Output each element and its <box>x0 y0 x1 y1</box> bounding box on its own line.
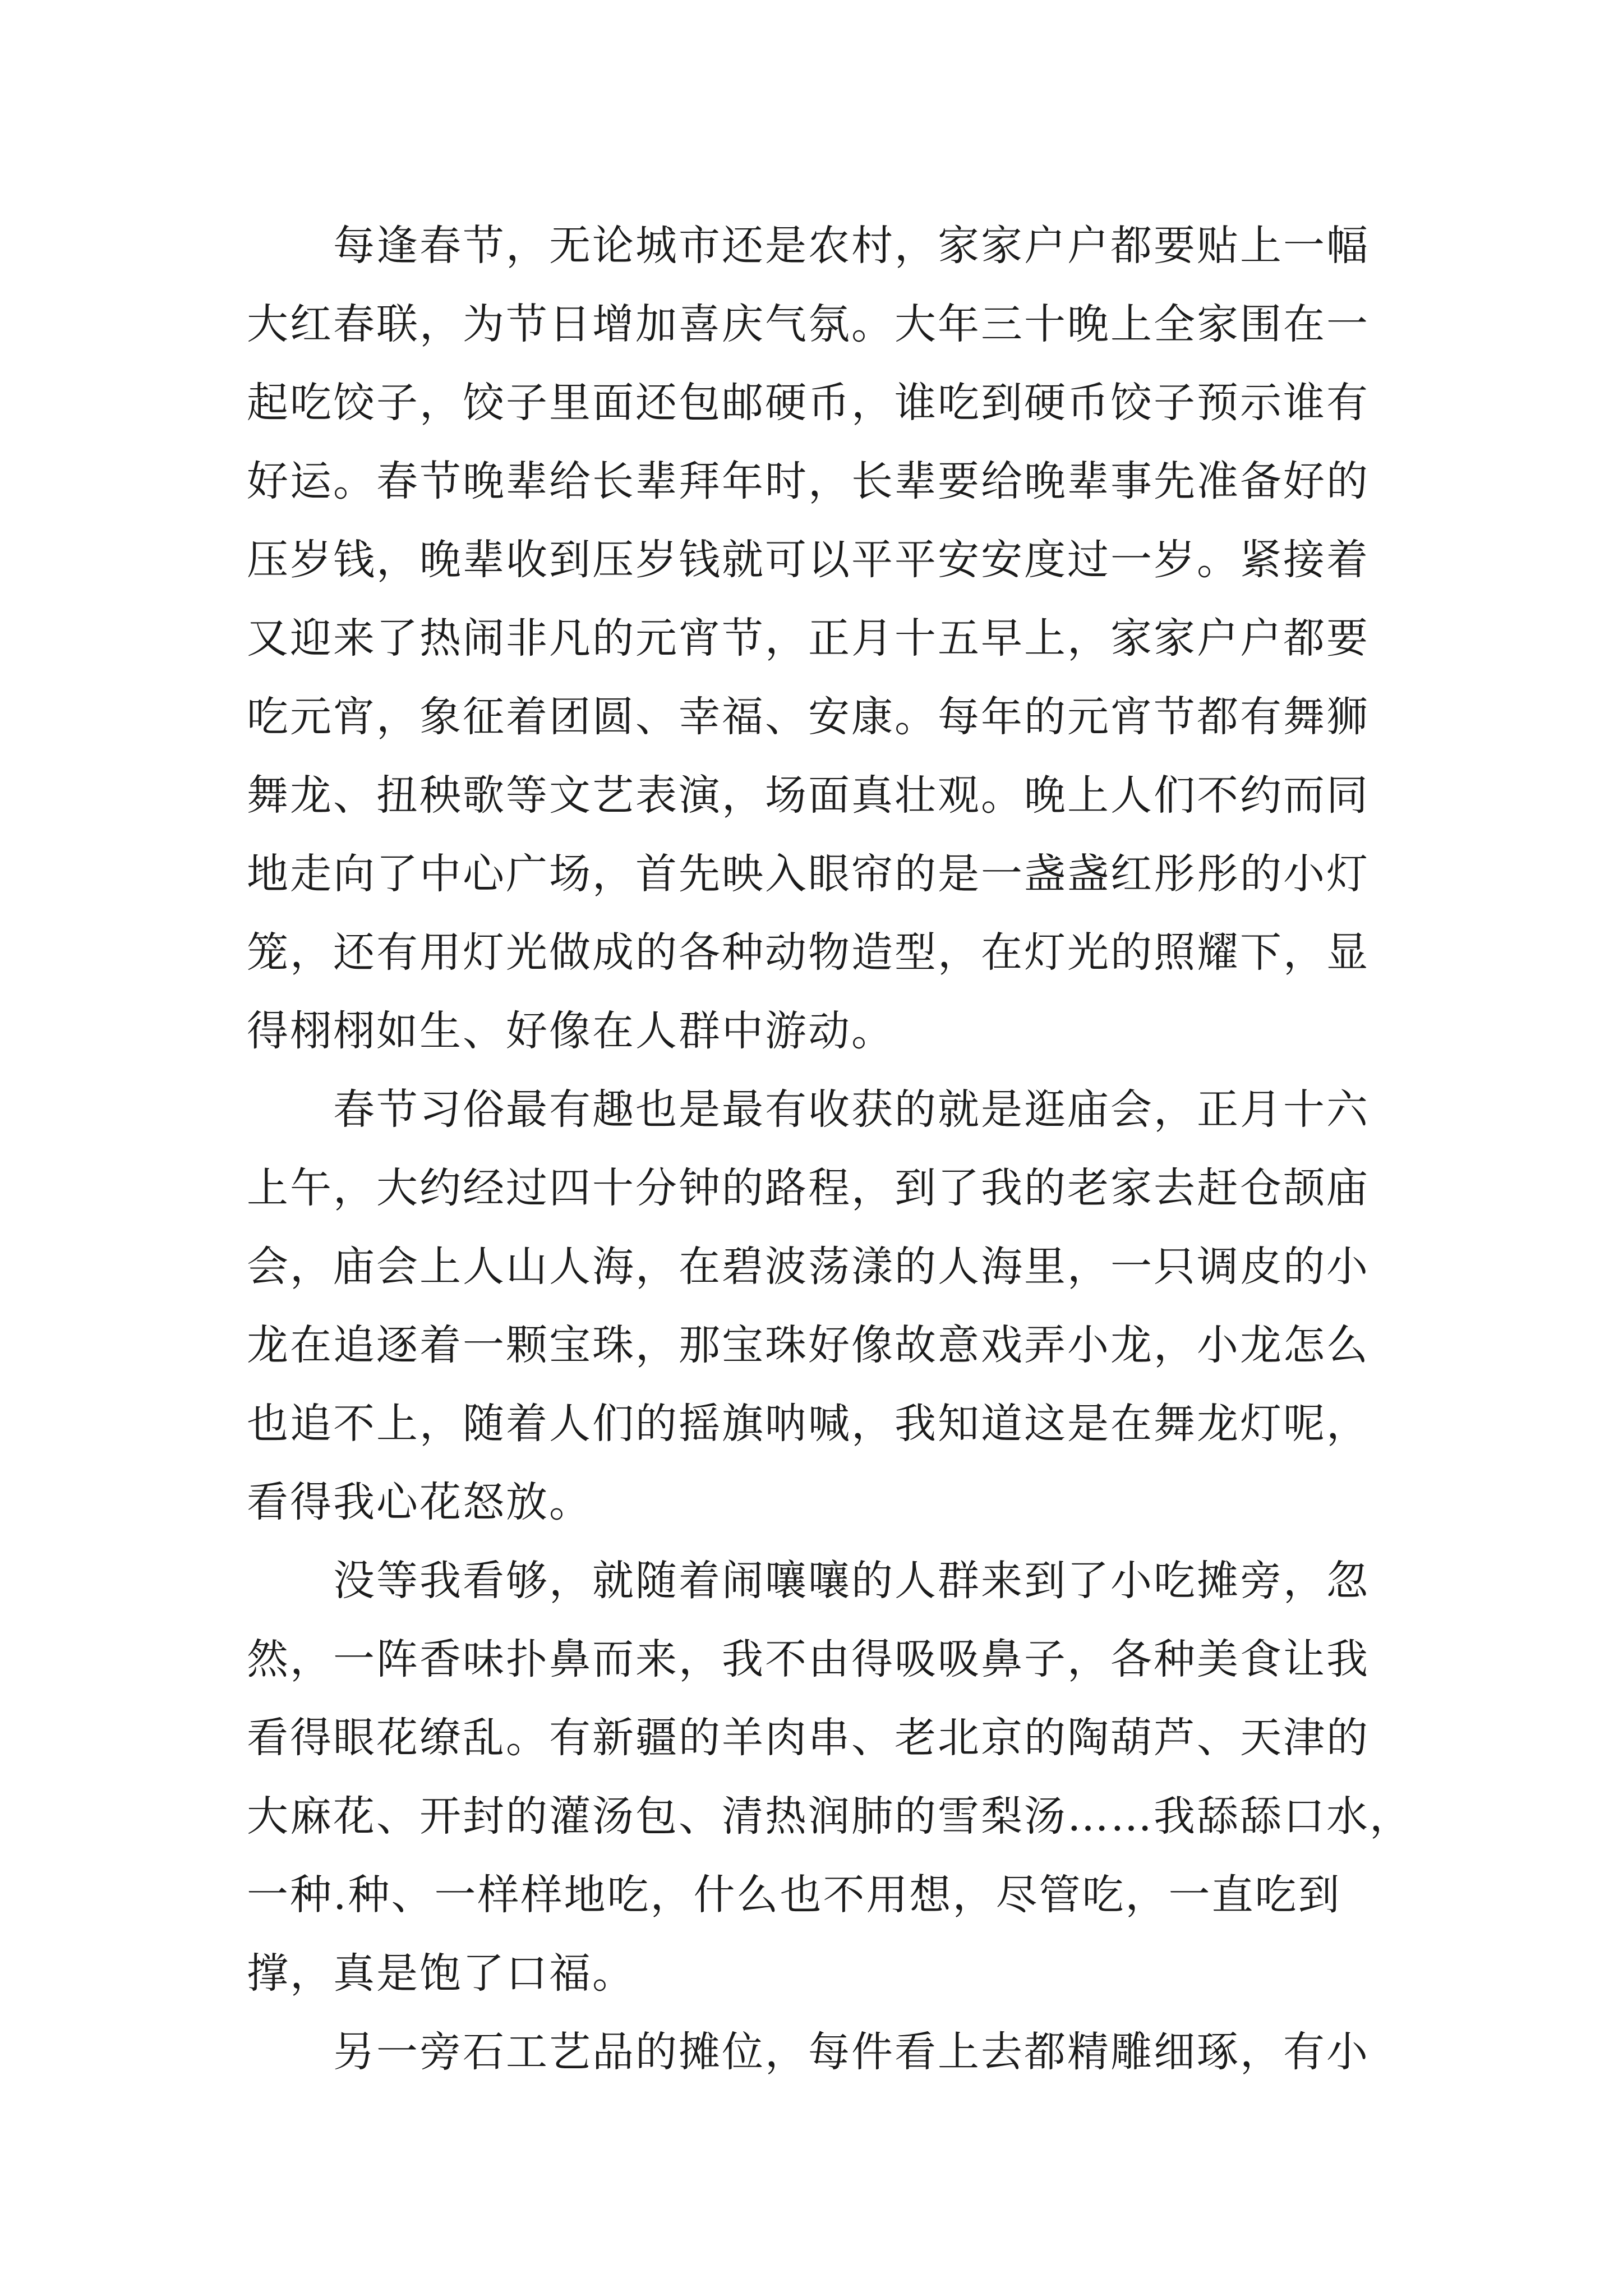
text-line: 会，庙会上人山人海，在碧波荡漾的人海里，一只调皮的小 <box>247 1243 1370 1291</box>
text-line: 撑，真是饱了口福。 <box>247 1949 635 1998</box>
paragraph-snack-stalls <box>247 1542 1413 2013</box>
text-line: 地走向了中心广场，首先映入眼帘的是一盏盏红彤彤的小灯 <box>247 850 1370 898</box>
text-line: 龙在追逐着一颗宝珠，那宝珠好像故意戏弄小龙，小龙怎么 <box>247 1321 1370 1369</box>
text-line: 好运。春节晚辈给长辈拜年时，长辈要给晚辈事先准备好的 <box>247 457 1370 505</box>
text-line: 一种.种、一样样地吃，什么也不用想，尽管吃，一直吃到 <box>247 1871 1341 1919</box>
text-line: 另一旁石工艺品的摊位，每件看上去都精雕细琢，有小 <box>247 2028 1370 2076</box>
paragraph-spring-festival-customs <box>247 206 1380 1070</box>
text-line: 压岁钱，晚辈收到压岁钱就可以平平安安度过一岁。紧接着 <box>247 536 1370 584</box>
text-line: 大红春联，为节日增加喜庆气氛。大年三十晚上全家围在一 <box>247 300 1370 348</box>
text-line: 吃元宵，象征着团圆、幸福、安康。每年的元宵节都有舞狮 <box>247 693 1370 741</box>
text-line: 看得眼花缭乱。有新疆的羊肉串、老北京的陶葫芦、天津的 <box>247 1714 1370 1762</box>
paragraph-stone-crafts <box>247 2013 1380 2091</box>
text-line: 然，一阵香味扑鼻而来，我不由得吸吸鼻子，各种美食让我 <box>247 1635 1370 1683</box>
text-line: 也追不上，随着人们的摇旗呐喊，我知道这是在舞龙灯呢， <box>247 1400 1370 1448</box>
text-line: 又迎来了热闹非凡的元宵节，正月十五早上，家家户户都要 <box>247 614 1370 662</box>
document-body <box>247 206 1413 2091</box>
text-line: 舞龙、扭秧歌等文艺表演，场面真壮观。晚上人们不约而同 <box>247 771 1370 820</box>
text-line: 得栩栩如生、好像在人群中游动。 <box>247 1007 895 1055</box>
text-line: 春节习俗最有趣也是最有收获的就是逛庙会，正月十六 <box>247 1085 1370 1134</box>
text-line: 每逢春节，无论城市还是农村，家家户户都要贴上一幅 <box>247 222 1370 270</box>
text-line: 起吃饺子，饺子里面还包邮硬币，谁吃到硬币饺子预示谁有 <box>247 379 1370 427</box>
text-line: 大麻花、开封的灌汤包、清热润肺的雪梨汤……我舔舔口水， <box>247 1792 1413 1841</box>
text-line: 笼，还有用灯光做成的各种动物造型，在灯光的照耀下，显 <box>247 928 1370 977</box>
text-line: 没等我看够，就随着闹嚷嚷的人群来到了小吃摊旁，忽 <box>247 1557 1370 1605</box>
text-line: 上午，大约经过四十分钟的路程，到了我的老家去赶仓颉庙 <box>247 1164 1370 1212</box>
paragraph-temple-fair <box>247 1070 1380 1542</box>
text-line: 看得我心花怒放。 <box>247 1478 592 1526</box>
